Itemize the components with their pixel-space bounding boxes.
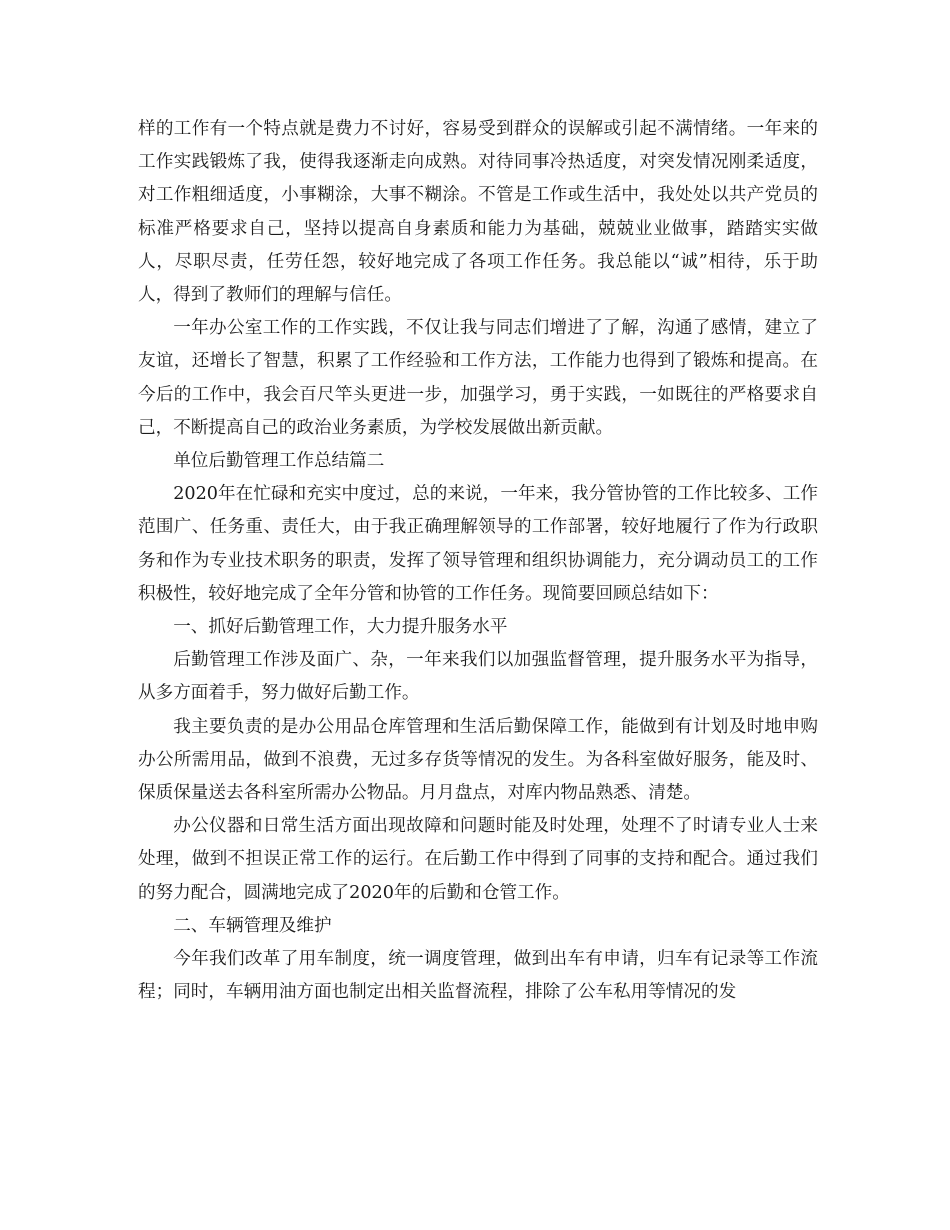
paragraph-1: 样的工作有一个特点就是费力不讨好，容易受到群众的误解或引起不满情绪。一年来的工作实践锻炼了我，使得我逐渐走向成熟。对待同事冷热适度，对突发情况刚柔适度，对工作粗细适度，小事糊涂，大事不糊涂。不管是工作或生活中，我处处以共产党员的标准严格要求自己，坚持以提高自身素质和能力为基础，兢兢业业做事，踏踏实实做人，尽职尽责，任劳任怨，较好地完成了各项工作任务。我总能以“诚”相待，乐于助人，得到了教师们的理解与信任。 [138, 119, 818, 306]
paragraph-6: 办公仪器和日常生活方面出现故障和问题时能及时处理，处理不了时请专业人士来处理，做到不担误正常工作的运行。在后勤工作中得到了同事的支持和配合。通过我们的努力配合，圆满地完成了2020年的后勤和仓管工作。 [138, 816, 818, 903]
subheading-2: 二、车辆管理及维护 [173, 915, 332, 936]
subheading-1: 一、抓好后勤管理工作，大力提升服务水平 [173, 617, 508, 638]
paragraph-4: 后勤管理工作涉及面广、杂，一年来我们以加强监督管理，提升服务水平为指导，从多方面着手，努力做好后勤工作。 [138, 650, 818, 704]
paragraph-3: 2020年在忙碌和充实中度过，总的来说，一年来，我分管协管的工作比较多、工作范围广、任务重、责任大，由于我正确理解领导的工作部署，较好地履行了作为行政职务和作为专业技术职务的职责，发挥了领导管理和组织协调能力，充分调动员工的工作积极性，较好地完成了全年分管和协管的工作任务。现简要回顾总结如下： [138, 484, 818, 604]
document-page [138, 113, 818, 1009]
paragraph-7: 今年我们改革了用车制度，统一调度管理，做到出车有申请，归车有记录等工作流程；同时，车辆用油方面也制定出相关监督流程，排除了公车私用等情况的发 [138, 949, 818, 1003]
section-heading-2: 单位后勤管理工作总结篇二 [173, 451, 385, 472]
paragraph-5: 我主要负责的是办公用品仓库管理和生活后勤保障工作，能做到有计划及时地申购办公所需用品，做到不浪费，无过多存货等情况的发生。为各科室做好服务，能及时、保质保量送去各科室所需办公物品。月月盘点，对库内物品熟悉、清楚。 [138, 716, 818, 804]
paragraph-2: 一年办公室工作的工作实践，不仅让我与同志们增进了了解，沟通了感情，建立了友谊，还增长了智慧，积累了工作经验和工作方法，工作能力也得到了锻炼和提高。在今后的工作中，我会百尺竿头更进一步，加强学习，勇于实践，一如既往的严格要求自己，不断提高自己的政治业务素质，为学校发展做出新贡献。 [138, 318, 818, 438]
